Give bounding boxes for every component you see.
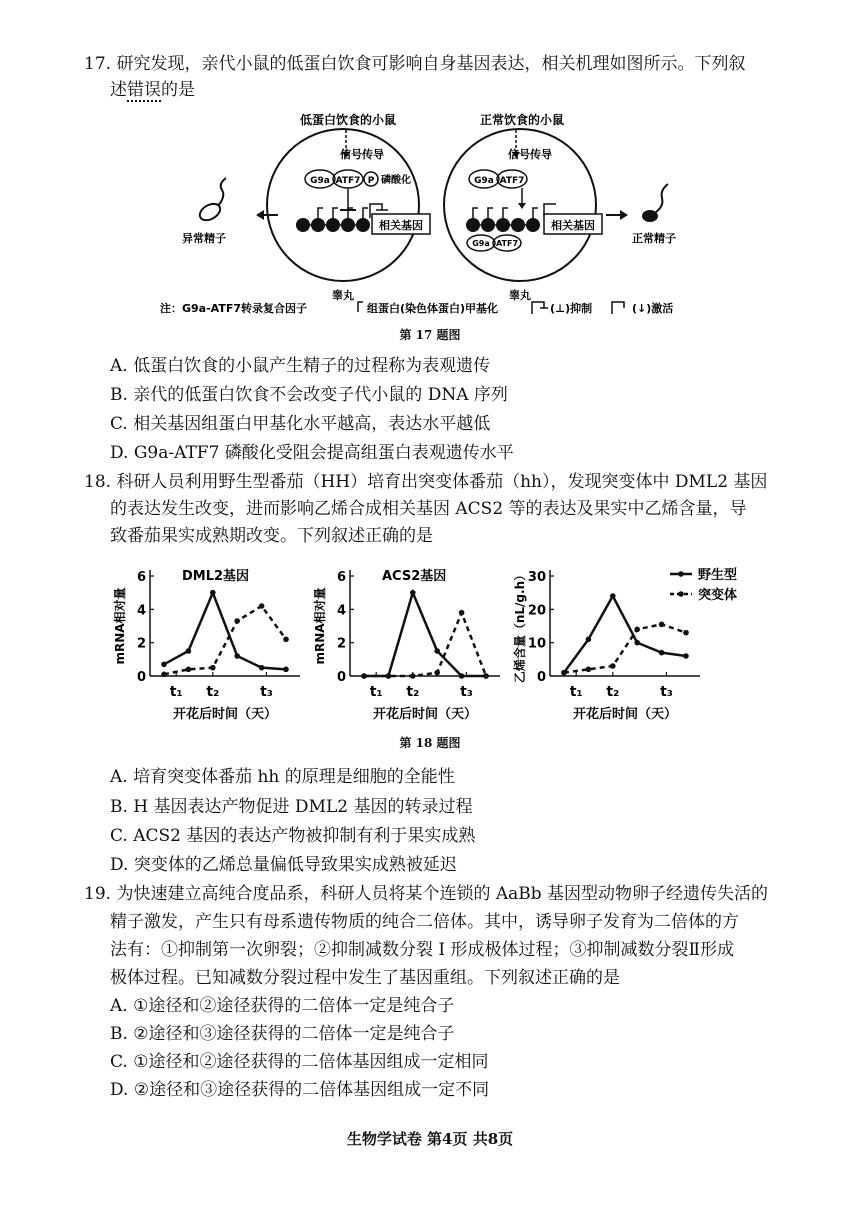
q19-option-b: B. ②途径和③途径获得的二倍体一定是纯合子 <box>110 1024 455 1044</box>
fig17-right-gene: 相关基因 <box>551 219 595 232</box>
q17-option-d: D. G9a-ATF7 磷酸化受阻会提高组蛋白表观遗传水平 <box>110 443 514 463</box>
q18-caption: 第 18 题图 <box>399 736 461 750</box>
fig17-left-atf7: ATF7 <box>335 176 361 186</box>
fig17-normal-sperm <box>642 184 668 222</box>
chart2-series-0-line <box>564 596 686 673</box>
chart2-legend-marker-1 <box>678 591 684 597</box>
chart1-y-tick-label: 6 <box>336 570 346 585</box>
chart2-x-tick-label: t₃ <box>660 684 673 700</box>
chart0-series-1-point <box>186 667 192 673</box>
chart2-x-tick-label: t₂ <box>606 684 620 700</box>
q19-option-c: C. ①途径和②途径获得的二倍体基因组成一定相同 <box>110 1052 489 1072</box>
q18-stem-line2: 的表达发生改变，进而影响乙烯合成相关基因 ACS2 等的表达及果实中乙烯含量，导 <box>110 499 747 519</box>
chart0-series-1-line <box>164 606 286 674</box>
q19-option-a: A. ①途径和②途径获得的二倍体一定是纯合子 <box>110 996 455 1016</box>
chart2-legend-label-1: 突变体 <box>698 588 738 603</box>
chart2-series-1-point <box>561 670 567 676</box>
q17-option-b: B. 亲代的低蛋白饮食不会改变子代小鼠的 DNA 序列 <box>110 385 508 405</box>
chart1-series-1-point <box>434 670 440 676</box>
chart0-x-tick-label: t₃ <box>260 684 273 700</box>
chart2-series-1-point <box>610 663 616 669</box>
q18-option-c: C. ACS2 基因的表达产物被抑制有利于果实成熟 <box>110 826 476 846</box>
chart1-y-tick-label: 2 <box>336 636 346 652</box>
fig17-normal-label: 正常精子 <box>632 232 676 245</box>
fig17-right-nucleosomes <box>466 208 540 232</box>
fig17-note-inhibit: (⊥)抑制 <box>550 302 593 315</box>
chart0-series-0-point <box>259 665 265 671</box>
page-footer: 生物学试卷 第4页 共8页 <box>346 1130 514 1148</box>
q18-option-d: D. 突变体的乙烯总量偏低导致果实成熟被延迟 <box>110 855 457 875</box>
q18-stem-line1: 18. 科研人员利用野生型番茄（HH）培育出突变体番茄（hh），发现突变体中 DML2 基因 <box>84 472 768 492</box>
q19-stem-line3: 法有：①抑制第一次卵裂；②抑制减数分裂 I 形成极体过程；③抑制减数分裂Ⅱ形成 <box>110 940 735 960</box>
fig17-note: 注：G9a-ATF7转录复合因子 <box>160 302 308 315</box>
fig17-left-title: 低蛋白饮食的小鼠 <box>299 113 397 127</box>
chart0-x-tick-label: t₂ <box>206 684 220 700</box>
q17-stem-emphasis: 错误 <box>127 80 161 100</box>
fig17-left-p: P <box>367 176 375 186</box>
chart1-x-tick-label: t₁ <box>369 684 383 700</box>
chart1-series-1-point <box>459 610 465 616</box>
chart0-ylabel: mRNA相对量 <box>113 587 127 665</box>
fig17-left-phos: 磷酸化 <box>381 175 411 186</box>
fig17-left-signal: 信号传导 <box>340 148 384 161</box>
q17-stem-pre: 述 <box>110 80 127 100</box>
fig17-left-gene: 相关基因 <box>379 219 423 232</box>
chart1-title: ACS2基因 <box>382 569 447 584</box>
fig17-note-activate: (↓)激活 <box>632 302 674 315</box>
q17-stem-post: 的是 <box>161 80 195 100</box>
chart0-y-tick-label: 6 <box>136 570 146 585</box>
chart2-series-0-point <box>610 593 616 599</box>
fig17-note-methyl: 组蛋白(染色体蛋白)甲基化 <box>367 302 499 315</box>
chart1-y-tick-label: 4 <box>336 603 346 619</box>
fig17-left-nucleosomes <box>296 208 370 232</box>
chart1-y-tick-label: 0 <box>336 670 346 685</box>
chart2-series-1-point <box>586 667 592 673</box>
fig17-right-testis: 睾丸 <box>509 289 531 302</box>
chart1-series-1-point <box>483 673 489 679</box>
chart2-series-0-point <box>586 637 592 643</box>
chart1-series-1-point <box>386 673 392 679</box>
chart0-y-tick-label: 4 <box>136 603 146 619</box>
chart1-series-1-point <box>410 673 416 679</box>
chart2-series-1-point <box>659 622 665 628</box>
chart0-series-1-point <box>259 603 265 609</box>
fig17-left-testis: 睾丸 <box>332 289 354 302</box>
chart0-series-0-point <box>283 667 289 673</box>
fig17-right-atf7-bound: ATF7 <box>495 239 519 248</box>
q18-stem-line3: 致番茄果实成熟期改变。下列叙述正确的是 <box>110 526 433 546</box>
fig17-right-title: 正常饮食的小鼠 <box>479 113 565 127</box>
chart0-xlabel: 开花后时间（天） <box>172 707 278 722</box>
fig17-right-g9a-bound: G9a <box>472 239 490 248</box>
chart0-series-0-point <box>234 653 240 659</box>
chart2-x-tick-label: t₁ <box>569 684 583 700</box>
chart1-ylabel: mRNA相对量 <box>313 587 327 665</box>
chart1-series-0-point <box>410 590 416 596</box>
chart0-series-1-point <box>210 665 216 671</box>
chart2-y-tick-label: 10 <box>527 636 546 652</box>
chart2-series-1-point <box>683 630 689 636</box>
chart0-series-0-point <box>186 648 192 654</box>
chart0-series-0-point <box>161 662 167 668</box>
fig17-abnormal-sperm <box>197 178 226 224</box>
chart0-y-tick-label: 2 <box>136 636 146 652</box>
chart2-y-tick-label: 30 <box>527 570 546 585</box>
fig17-abnormal-label: 异常精子 <box>182 232 226 245</box>
chart1-series-0-point <box>434 648 440 654</box>
q17-stem-line1: 17. 研究发现，亲代小鼠的低蛋白饮食可影响自身基因表达，相关机理如图所示。下列叙 <box>84 54 746 74</box>
chart1-x-tick-label: t₃ <box>460 684 473 700</box>
chart0-title: DML2基因 <box>182 569 250 584</box>
chart1-xlabel: 开花后时间（天） <box>372 707 478 722</box>
chart1-x-tick-label: t₂ <box>406 684 420 700</box>
chart0-x-tick-label: t₁ <box>169 684 183 700</box>
chart2-legend-marker-0 <box>678 571 684 577</box>
chart1-series-1-point <box>361 673 367 679</box>
q19-stem-line2: 精子激发，产生只有母系遗传物质的纯合二倍体。其中，诱导卵子发育为二倍体的方 <box>110 912 739 932</box>
q17-option-a: A. 低蛋白饮食的小鼠产生精子的过程称为表观遗传 <box>110 356 491 376</box>
fig17-right-signal: 信号传导 <box>508 148 552 161</box>
chart0-series-1-point <box>283 637 289 643</box>
chart2-legend-label-0: 野生型 <box>698 568 738 583</box>
q17-caption: 第 17 题图 <box>399 328 461 342</box>
chart0-series-1-point <box>161 672 167 678</box>
chart2-ylabel: 乙烯含量（nL/g.h） <box>513 568 527 684</box>
fig17-right-atf7: ATF7 <box>499 176 525 186</box>
q17-option-c: C. 相关基因组蛋白甲基化水平越高，表达水平越低 <box>110 414 491 434</box>
chart2-series-1-point <box>634 627 640 633</box>
chart2-xlabel: 开花后时间（天） <box>572 707 678 722</box>
q19-option-d: D. ②途径和③途径获得的二倍体基因组成一定不同 <box>110 1080 490 1100</box>
q18-charts <box>110 558 750 728</box>
q18-option-b: B. H 基因表达产物促进 DML2 基因的转录过程 <box>110 797 473 817</box>
chart2-y-tick-label: 0 <box>536 670 546 685</box>
q17-stem-line2 <box>110 78 195 102</box>
q18-option-a: A. 培育突变体番茄 hh 的原理是细胞的全能性 <box>110 767 455 787</box>
chart0-series-1-point <box>234 618 240 624</box>
chart2-y-tick-label: 20 <box>527 603 546 619</box>
fig17-left-g9a: G9a <box>310 176 330 186</box>
chart1-series-0-line <box>364 593 486 676</box>
chart1-series-0-point <box>459 673 465 679</box>
fig17-right-g9a: G9a <box>474 176 494 186</box>
chart2-series-0-point <box>659 650 665 656</box>
chart2-series-0-point <box>634 640 640 646</box>
q17-figure <box>160 108 720 328</box>
chart0-series-0-line <box>164 593 286 670</box>
chart0-y-tick-label: 0 <box>136 670 146 685</box>
q19-stem-line1: 19. 为快速建立高纯合度品系，科研人员将某个连锁的 AaBb 基因型动物卵子经遗传失活的 <box>84 884 769 904</box>
q19-stem-line4: 极体过程。已知减数分裂过程中发生了基因重组。下列叙述正确的是 <box>110 968 620 988</box>
chart2-series-0-point <box>683 653 689 659</box>
chart0-series-0-point <box>210 590 216 596</box>
